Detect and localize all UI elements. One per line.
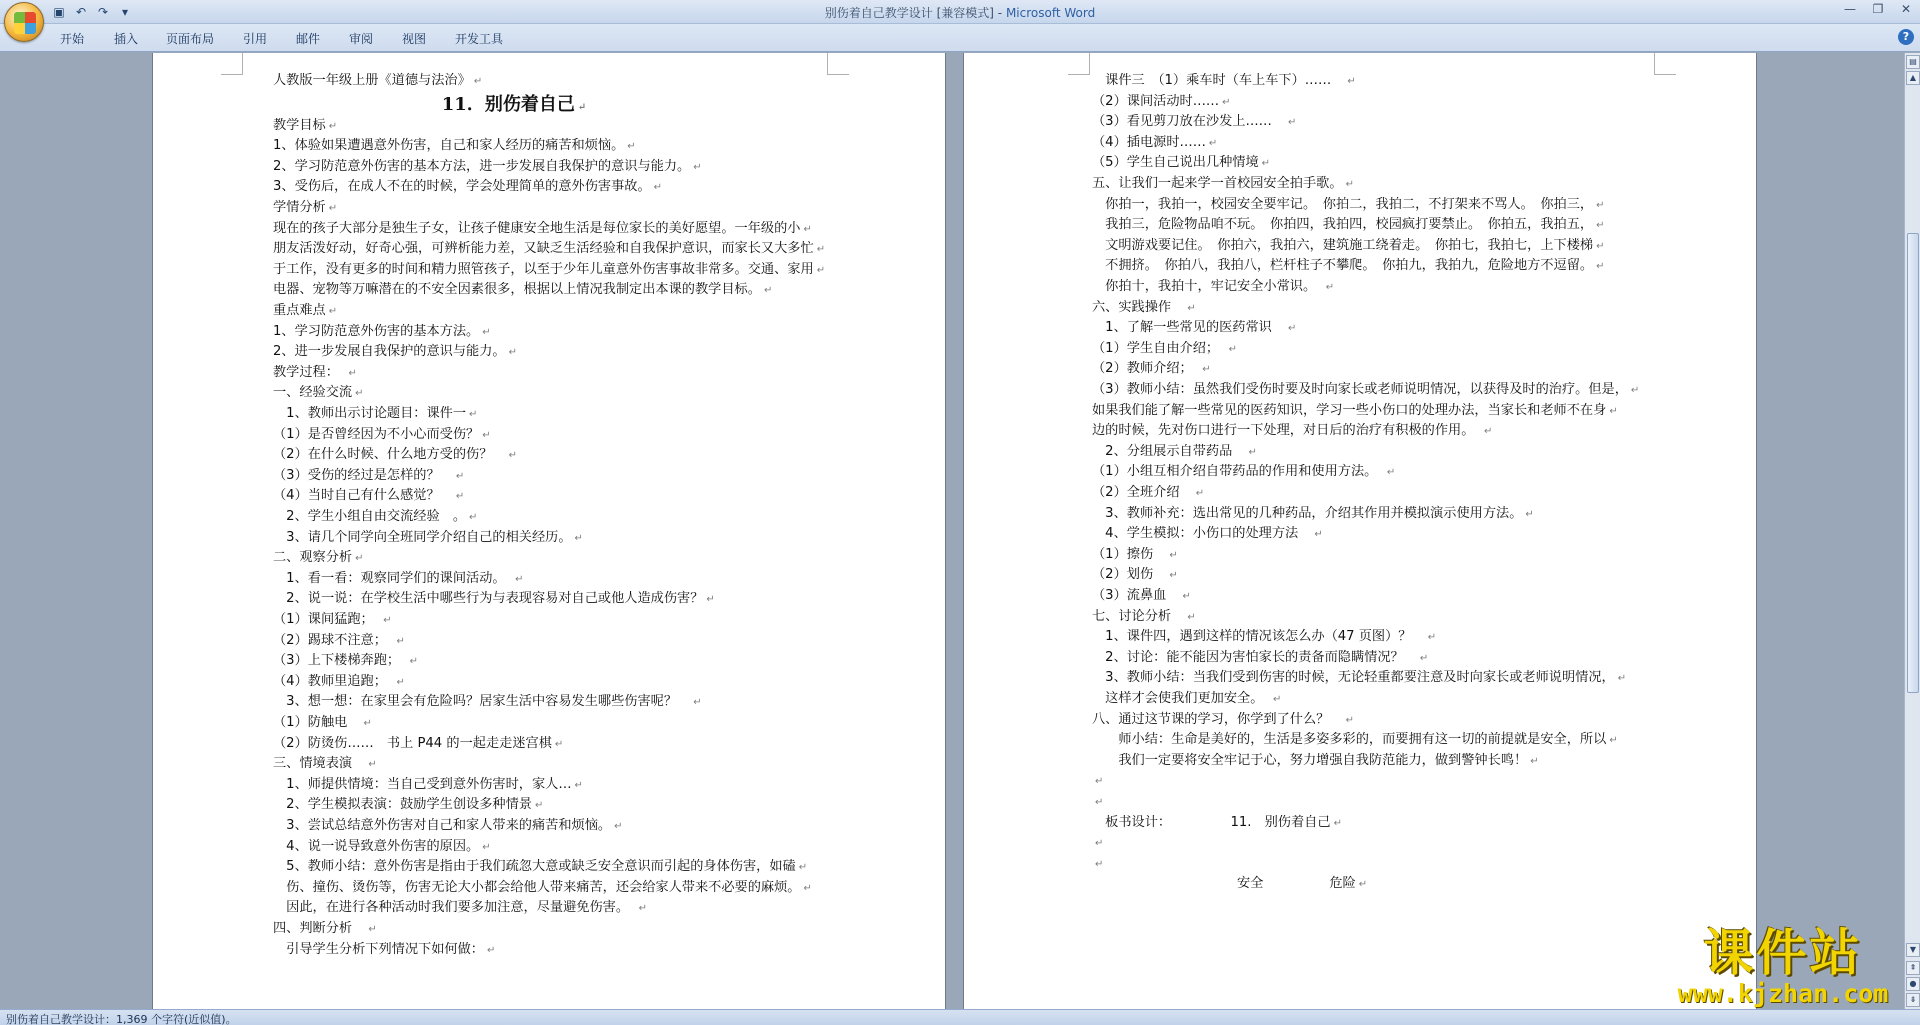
line-text: 2、进一步发展自我保护的意识与能力。: [273, 344, 506, 360]
line-text: 伤、撞伤、烫伤等，伤害无论大小都会给他人带来痛苦，还会给家人带来不必要的麻烦。: [273, 879, 801, 895]
document-line: [273, 571, 524, 588]
office-button[interactable]: [4, 2, 44, 42]
paragraph-mark-icon: ↵: [1419, 652, 1429, 664]
document-line: [273, 777, 583, 794]
crop-mark: [1068, 53, 1090, 75]
line-text: （1）擦伤: [1092, 546, 1167, 562]
paragraph-mark-icon: ↵: [396, 676, 405, 688]
line-text: 我拍三，危险物品咱不玩。 你拍四，我拍四，校园疯打要禁止。 你拍五，我拍五，: [1092, 217, 1594, 233]
paragraph-mark-icon: ↵: [1261, 158, 1271, 170]
document-line: [1092, 423, 1492, 440]
paragraph-mark-icon: ↵: [1095, 797, 1104, 808]
document-line: [1092, 155, 1270, 172]
paragraph-mark-icon: ↵: [1530, 755, 1539, 767]
line-text: （3）受伤的经过是怎样的？: [273, 467, 453, 483]
paragraph-mark-icon: ↵: [1630, 385, 1640, 396]
paragraph-mark-icon: ↵: [1195, 488, 1205, 499]
paragraph-mark-icon: ↵: [1202, 364, 1211, 376]
paragraph-mark-icon: ↵: [638, 903, 648, 915]
crop-mark: [827, 53, 849, 75]
document-area: [0, 53, 1904, 1009]
line-text: 1、体验如果遭遇意外伤害，自己和家人经历的痛苦和烦恼。: [273, 138, 625, 154]
paragraph-mark-icon: ↵: [1325, 282, 1335, 293]
paragraph-mark-icon: ↵: [508, 347, 517, 359]
line-text: 1、师提供情境：当自己受到意外伤害时，家人…: [273, 776, 572, 792]
tab-references[interactable]: 引用: [243, 32, 268, 46]
document-line: [1092, 176, 1354, 193]
paragraph-mark-icon: ↵: [1314, 529, 1323, 541]
line-text: 四、判断分析: [273, 921, 366, 936]
document-line: [1092, 485, 1204, 502]
document-line: [273, 653, 418, 670]
word-count-status[interactable]: 别伤着自己教学设计：1,369 个字符(近似值)。: [6, 1013, 237, 1025]
line-text: 教学目标: [273, 117, 326, 133]
paragraph-mark-icon: ↵: [554, 738, 564, 750]
paragraph-mark-icon: ↵: [1169, 570, 1178, 582]
page-left[interactable]: [152, 53, 946, 1009]
page-right[interactable]: [963, 53, 1757, 1009]
document-line: [1092, 670, 1626, 687]
line-text: （2）在什么时候、什么地方受的伤？: [273, 447, 506, 463]
document-line: [273, 282, 772, 299]
line-text: （2）全班介绍: [1092, 485, 1193, 500]
line-text: （2）防烫伤…… 书上 P44 的一起走走迷宫棋: [273, 735, 552, 751]
document-line: [273, 633, 405, 650]
paragraph-mark-icon: ↵: [693, 161, 702, 173]
paragraph-mark-icon: ↵: [1484, 426, 1493, 438]
document-line: [273, 942, 495, 959]
paragraph-mark-icon: ↵: [469, 409, 478, 420]
document-line: [1092, 382, 1639, 399]
document-line: [273, 241, 825, 258]
paragraph-mark-icon: ↵: [1596, 261, 1605, 273]
line-text: 二、观察分析: [273, 550, 353, 566]
status-bar: [0, 1009, 1920, 1025]
line-text: 重点难点: [273, 303, 326, 318]
line-text: 4、说一说导致意外伤害的原因。: [273, 838, 480, 854]
tab-developer[interactable]: 开发工具: [455, 32, 504, 46]
tab-insert[interactable]: 插入: [114, 32, 139, 46]
line-text: 这样才会使我们更加安全。: [1092, 691, 1271, 706]
paragraph-mark-icon: ↵: [396, 635, 405, 647]
line-text: 3、教师补充：选出常见的几种药品，介绍其作用并模拟演示使用方法。: [1092, 505, 1523, 521]
paragraph-mark-icon: ↵: [627, 141, 636, 153]
paragraph-mark-icon: ↵: [482, 841, 491, 853]
help-icon[interactable]: ?: [1898, 29, 1914, 45]
document-line: [273, 200, 337, 217]
document-line: [273, 509, 477, 526]
document-line: [273, 674, 405, 691]
line-text: 于工作，没有更多的时间和精力照管孩子，以至于少年儿童意外伤害事故非常多。交通、家用: [273, 261, 814, 277]
paragraph-mark-icon: ↵: [1386, 467, 1396, 479]
line-text: （1）学生自由介绍；: [1092, 340, 1226, 356]
paragraph-mark-icon: ↵: [1347, 76, 1356, 87]
scroll-thumb[interactable]: [1907, 233, 1919, 693]
line-text: 我们一定要将安全牢记于心，努力增强自我防范能力，做到警钟长鸣！: [1092, 752, 1528, 768]
document-line: [1092, 341, 1237, 358]
document-line: [273, 427, 491, 444]
document-line: [1092, 650, 1428, 667]
line-text: （1）课间猛跑；: [273, 612, 381, 627]
line-text: 板书设计： 11. 别伤着自己: [1092, 814, 1331, 830]
paragraph-mark-icon: ↵: [1288, 117, 1297, 129]
document-line: [1092, 753, 1539, 770]
document-line: [1092, 876, 1367, 893]
line-text: 1、看一看：观察同学们的课间活动。: [273, 570, 513, 586]
document-line: [1092, 73, 1356, 90]
line-text: 朋友活泼好动，好奇心强，可辨析能力差，又缺乏生活经验和自我保护意识，而家长又大多忙: [273, 241, 814, 257]
document-line: [273, 694, 702, 711]
document-line: [273, 736, 563, 753]
document-line: [1092, 609, 1196, 626]
line-text: 七、讨论分析: [1092, 608, 1185, 624]
line-text: （3）流鼻血: [1092, 588, 1180, 603]
watermark-url: www.kjzhan.com: [1677, 979, 1889, 1008]
line-text: 三、情境表演: [273, 756, 366, 772]
paragraph-mark-icon: ↵: [1182, 591, 1191, 602]
document-line: [1092, 712, 1354, 729]
paragraph-mark-icon: ↵: [328, 120, 338, 132]
paragraph-mark-icon: ↵: [534, 800, 544, 812]
document-line: [273, 715, 372, 732]
line-text: （4）插电源时……: [1092, 134, 1206, 150]
paragraph-mark-icon: ↵: [515, 573, 524, 585]
paragraph-mark-icon: ↵: [1273, 694, 1282, 705]
line-text: （2）踢球不注意；: [273, 632, 394, 648]
close-icon[interactable]: ✕: [1900, 2, 1912, 16]
line-text: （2）划伤: [1092, 567, 1167, 583]
line-text: （1）防触电: [273, 715, 361, 730]
document-line: [273, 488, 464, 505]
paragraph-mark-icon: ↵: [1609, 405, 1618, 417]
paragraph-mark-icon: ↵: [328, 203, 338, 214]
document-line: [1092, 320, 1296, 337]
paragraph-mark-icon: ↵: [1222, 96, 1231, 108]
paragraph-mark-icon: ↵: [368, 924, 377, 935]
line-text: 人教版一年级上册《道德与法治》: [273, 73, 471, 88]
paragraph-mark-icon: ↵: [653, 182, 663, 194]
paragraph-mark-icon: ↵: [1187, 302, 1196, 314]
document-line: [1092, 197, 1605, 214]
kjzhan-watermark: [1668, 925, 1898, 1007]
document-line: [273, 262, 825, 279]
document-line: [1092, 773, 1103, 790]
document-line: [273, 138, 636, 155]
window-title-sep: -: [993, 6, 1006, 20]
paragraph-mark-icon: ↵: [363, 718, 372, 729]
window-title-doc: 别伤着自己教学设计 [兼容模式]: [824, 6, 994, 20]
document-line: [1092, 835, 1103, 852]
paragraph-mark-icon: ↵: [487, 944, 496, 956]
paragraph-mark-icon: ↵: [816, 264, 826, 276]
paragraph-mark-icon: ↵: [355, 553, 364, 565]
paragraph-mark-icon: ↵: [1617, 673, 1627, 685]
document-line: [273, 221, 812, 238]
document-line: [1092, 588, 1191, 605]
line-text: 六、实践操作: [1092, 299, 1185, 315]
window-controls: [1842, 2, 1914, 16]
line-text: （5）学生自己说出几种情境: [1092, 155, 1259, 171]
paragraph-mark-icon: ↵: [1427, 632, 1437, 644]
minimize-icon[interactable]: —: [1844, 2, 1856, 16]
line-text: 八、通过这节课的学习，你学到了什么？: [1092, 711, 1343, 727]
paragraph-mark-icon: ↵: [469, 512, 478, 523]
line-text: （1）是否曾经因为不小心而受伤？: [273, 426, 480, 442]
crop-mark: [221, 53, 243, 75]
paragraph-mark-icon: ↵: [1095, 776, 1104, 788]
paragraph-mark-icon: ↵: [455, 470, 465, 482]
document-line: [1092, 629, 1436, 646]
customize-qat-icon[interactable]: ▾: [121, 5, 129, 19]
document-line: [273, 818, 622, 835]
document-line: [1092, 114, 1296, 131]
browse-object-icon[interactable]: ●: [1906, 977, 1920, 991]
paragraph-mark-icon: ↵: [1288, 323, 1297, 335]
document-line: [1092, 361, 1211, 378]
line-text: 3、受伤后，在成人不在的时候，学会处理简单的意外伤害事故。: [273, 179, 651, 195]
line-text: （3）教师小结：虽然我们受伤时要及时向家长或老师说明情况，以获得及时的治疗。但是，: [1092, 382, 1628, 397]
line-text: 现在的孩子大部分是独生子女，让孩子健康安全地生活是每位家长的美好愿望。一年级的小: [273, 220, 801, 236]
line-text: 如果我们能了解一些常见的医药知识，学习一些小伤口的处理办法，当家长和老师不在身: [1092, 402, 1607, 418]
line-text: 因此，在进行各种活动时我们要多加注意，尽量避免伤害。: [273, 900, 636, 916]
office-logo-icon: [14, 12, 36, 34]
line-text: 3、请几个同学向全班同学介绍自己的相关经历。: [273, 529, 572, 545]
line-text: 11．别伤着自己: [441, 93, 575, 115]
paragraph-mark-icon: ↵: [1525, 508, 1534, 520]
document-line: [1092, 217, 1605, 234]
paragraph-mark-icon: ↵: [1095, 858, 1104, 870]
paragraph-mark-icon: ↵: [614, 821, 623, 832]
line-text: 3、想一想：在家里会有危险吗？居家生活中容易发生哪些伤害呢？: [273, 694, 691, 710]
paragraph-mark-icon: ↵: [508, 450, 517, 462]
paragraph-mark-icon: ↵: [409, 656, 419, 668]
line-text: 文明游戏要记住。 你拍六，我拍六，建筑施工绕着走。 你拍七，我拍七，上下楼梯: [1092, 237, 1594, 253]
line-text: 师小结：生命是美好的，生活是多姿多彩的，而要拥有这一切的前提就是安全，所以: [1092, 732, 1607, 748]
paragraph-mark-icon: ↵: [693, 697, 702, 709]
crop-mark: [1654, 53, 1676, 75]
document-line: [273, 385, 364, 402]
line-text: 2、学生模拟表演：鼓励学生创设多种情景: [273, 797, 532, 813]
next-page-icon[interactable]: ⇟: [1906, 993, 1920, 1007]
paragraph-mark-icon: ↵: [1228, 343, 1238, 355]
paragraph-mark-icon: ↵: [798, 862, 808, 874]
document-line: [1092, 547, 1178, 564]
line-text: （3）看见剪刀放在沙发上……: [1092, 114, 1286, 130]
paragraph-mark-icon: ↵: [368, 759, 377, 771]
save-icon[interactable]: ▣: [53, 5, 65, 19]
maximize-icon[interactable]: ❐: [1872, 2, 1884, 16]
title-bar: [0, 0, 1920, 24]
line-text: 课件三 （1）乘车时（车上车下）……: [1092, 73, 1345, 88]
line-text: 4、学生模拟：小伤口的处理方法: [1092, 526, 1312, 542]
paragraph-mark-icon: ↵: [763, 285, 773, 297]
paragraph-mark-icon: ↵: [803, 223, 812, 235]
document-line: [273, 179, 662, 196]
line-text: 学情分析: [273, 200, 326, 215]
document-line: [273, 365, 357, 382]
scroll-down-icon[interactable]: ▼: [1906, 943, 1920, 957]
line-text: （1）小组互相介绍自带药品的作用和使用方法。: [1092, 464, 1384, 480]
document-line: [1092, 567, 1178, 584]
document-line: [1092, 506, 1534, 523]
document-line: [1092, 856, 1103, 873]
tab-page-layout[interactable]: 页面布局: [166, 32, 215, 46]
paragraph-mark-icon: ↵: [383, 615, 392, 626]
document-line: [273, 921, 377, 938]
line-text: 2、说一说：在学校生活中哪些行为与表现容易对自己或他人造成伤害？: [273, 591, 704, 607]
line-text: （2）课间活动时……: [1092, 93, 1220, 109]
paragraph-mark-icon: ↵: [1596, 220, 1605, 232]
line-text: 3、尝试总结意外伤害对自己和家人带来的痛苦和烦恼。: [273, 818, 612, 833]
scroll-up-icon[interactable]: ▲: [1906, 71, 1920, 85]
paragraph-mark-icon: ↵: [574, 532, 583, 544]
watermark-cn: 课件站: [1703, 924, 1863, 982]
page-gap: [946, 53, 963, 1009]
paragraph-mark-icon: ↵: [355, 388, 364, 400]
line-text: 边的时候，先对伤口进行一下处理，对日后的治疗有积极的作用。: [1092, 423, 1482, 439]
line-text: 2、学习防范意外伤害的基本方法，进一步发展自我保护的意识与能力。: [273, 158, 691, 174]
paragraph-mark-icon: ↵: [816, 244, 826, 256]
line-text: 教学过程：: [273, 364, 346, 380]
line-text: 1、学习防范意外伤害的基本方法。: [273, 323, 480, 339]
line-text: 你拍十，我拍十，牢记安全小常识。: [1092, 279, 1323, 294]
document-line: [1092, 238, 1605, 255]
paragraph-mark-icon: ↵: [803, 882, 812, 894]
line-text: 2、讨论：能不能因为害怕家长的责备而隐瞒情况？: [1092, 649, 1417, 665]
line-text: 5、教师小结：意外伤害是指由于我们疏忽大意或缺乏安全意识而引起的身体伤害，如磕: [273, 859, 796, 875]
ribbon-tabs: [0, 24, 1920, 52]
paragraph-mark-icon: ↵: [482, 429, 491, 441]
line-text: （4）教师里追跑；: [273, 673, 394, 689]
line-text: 1、了解一些常见的医药常识: [1092, 320, 1286, 336]
document-line: [1092, 94, 1230, 111]
document-line: [1092, 794, 1103, 811]
document-line: [1092, 403, 1618, 420]
line-text: 2、学生小组自由交流经验 。: [273, 509, 467, 524]
paragraph-mark-icon: ↵: [1208, 137, 1218, 149]
paragraph-mark-icon: ↵: [1596, 199, 1605, 211]
redo-icon[interactable]: ↷: [97, 5, 109, 19]
document-line: [273, 756, 377, 773]
document-line: [273, 118, 337, 135]
document-line: [273, 550, 364, 567]
document-line: [1092, 300, 1196, 317]
document-line: [273, 73, 482, 90]
document-line: [273, 530, 583, 547]
document-line: [273, 406, 477, 423]
line-text: 引导学生分析下列情况下如何做：: [273, 941, 484, 957]
line-text: 五、让我们一起来学一首校园安全拍手歌。: [1092, 176, 1343, 191]
ruler-toggle-icon[interactable]: ▤: [1906, 55, 1920, 69]
document-line: [273, 612, 392, 629]
document-line: [273, 900, 647, 917]
paragraph-mark-icon: ↵: [348, 367, 357, 379]
document-line: [1092, 464, 1395, 481]
document-line: [1092, 135, 1217, 152]
document-line: [273, 344, 517, 361]
paragraph-mark-icon: ↵: [574, 779, 583, 791]
line-text: 1、教师出示讨论题目：课件一: [273, 406, 467, 421]
document-line: [1092, 732, 1618, 749]
document-line: [273, 468, 464, 485]
line-text: 1、课件四，遇到这样的情况该怎么办（47 页图）？: [1092, 629, 1425, 645]
document-line: [1092, 815, 1342, 832]
paragraph-mark-icon: ↵: [1345, 714, 1354, 726]
tab-review[interactable]: 审阅: [349, 32, 374, 46]
document-line: [273, 591, 715, 608]
paragraph-mark-icon: ↵: [1187, 611, 1196, 623]
document-line: [1092, 526, 1323, 543]
window-title: [0, 4, 1920, 21]
document-line: [273, 859, 807, 876]
line-text: （4）当时自己有什么感觉？: [273, 488, 453, 504]
line-text: 2、分组展示自带药品: [1092, 443, 1246, 459]
previous-page-icon[interactable]: ⇞: [1906, 961, 1920, 975]
document-line: [273, 447, 517, 464]
document-line: [1092, 279, 1334, 296]
line-text: 你拍一，我拍一，校园安全要牢记。 你拍二，我拍二，不打架来不骂人。 你拍三，: [1092, 196, 1594, 212]
paragraph-mark-icon: ↵: [1333, 817, 1342, 829]
line-text: 3、教师小结：当我们受到伤害的时候，无论轻重都要注意及时向家长或老师说明情况，: [1092, 670, 1615, 686]
document-line: [273, 839, 491, 856]
line-text: 安全 危险: [1092, 876, 1356, 892]
window-title-app: Microsoft Word: [1005, 6, 1096, 20]
document-line: [273, 159, 702, 176]
paragraph-mark-icon: ↵: [1358, 879, 1368, 891]
vertical-scrollbar[interactable]: [1904, 53, 1920, 1009]
document-heading: [153, 94, 945, 119]
paragraph-mark-icon: ↵: [482, 326, 491, 338]
line-text: 电器、宠物等万嘛潜在的不安全因素很多，根据以上情况我制定出本课的教学目标。: [273, 282, 761, 298]
document-line: [1092, 691, 1281, 708]
undo-icon[interactable]: ↶: [75, 5, 87, 19]
document-line: [1092, 444, 1257, 461]
tab-view[interactable]: 视图: [402, 32, 427, 46]
paragraph-mark-icon: ↵: [1609, 735, 1618, 747]
paragraph-mark-icon: ↵: [455, 491, 465, 503]
paragraph-mark-icon: ↵: [1169, 549, 1178, 561]
paragraph-mark-icon: ↵: [328, 306, 338, 317]
tab-home[interactable]: 开始: [60, 32, 85, 46]
line-text: 不拥挤。 你拍八，我拍八，栏杆柱子不攀爬。 你拍九，我拍九，危险地方不逗留。: [1092, 258, 1594, 274]
document-line: [273, 880, 812, 897]
document-line: [273, 303, 337, 320]
paragraph-mark-icon: ↵: [1248, 446, 1257, 458]
line-text: （3）上下楼梯奔跑；: [273, 653, 407, 669]
document-line: [1092, 258, 1605, 275]
paragraph-mark-icon: ↵: [1095, 838, 1104, 850]
paragraph-mark-icon: ↵: [1596, 240, 1605, 252]
document-line: [273, 324, 491, 341]
tab-mailings[interactable]: 邮件: [296, 32, 321, 46]
paragraph-mark-icon: ↵: [473, 76, 483, 87]
paragraph-mark-icon: ↵: [1345, 179, 1354, 190]
paragraph-mark-icon: ↵: [577, 101, 587, 113]
paragraph-mark-icon: ↵: [706, 594, 715, 606]
line-text: （2）教师介绍；: [1092, 361, 1200, 377]
line-text: 一、经验交流: [273, 385, 353, 401]
document-line: [273, 797, 543, 814]
